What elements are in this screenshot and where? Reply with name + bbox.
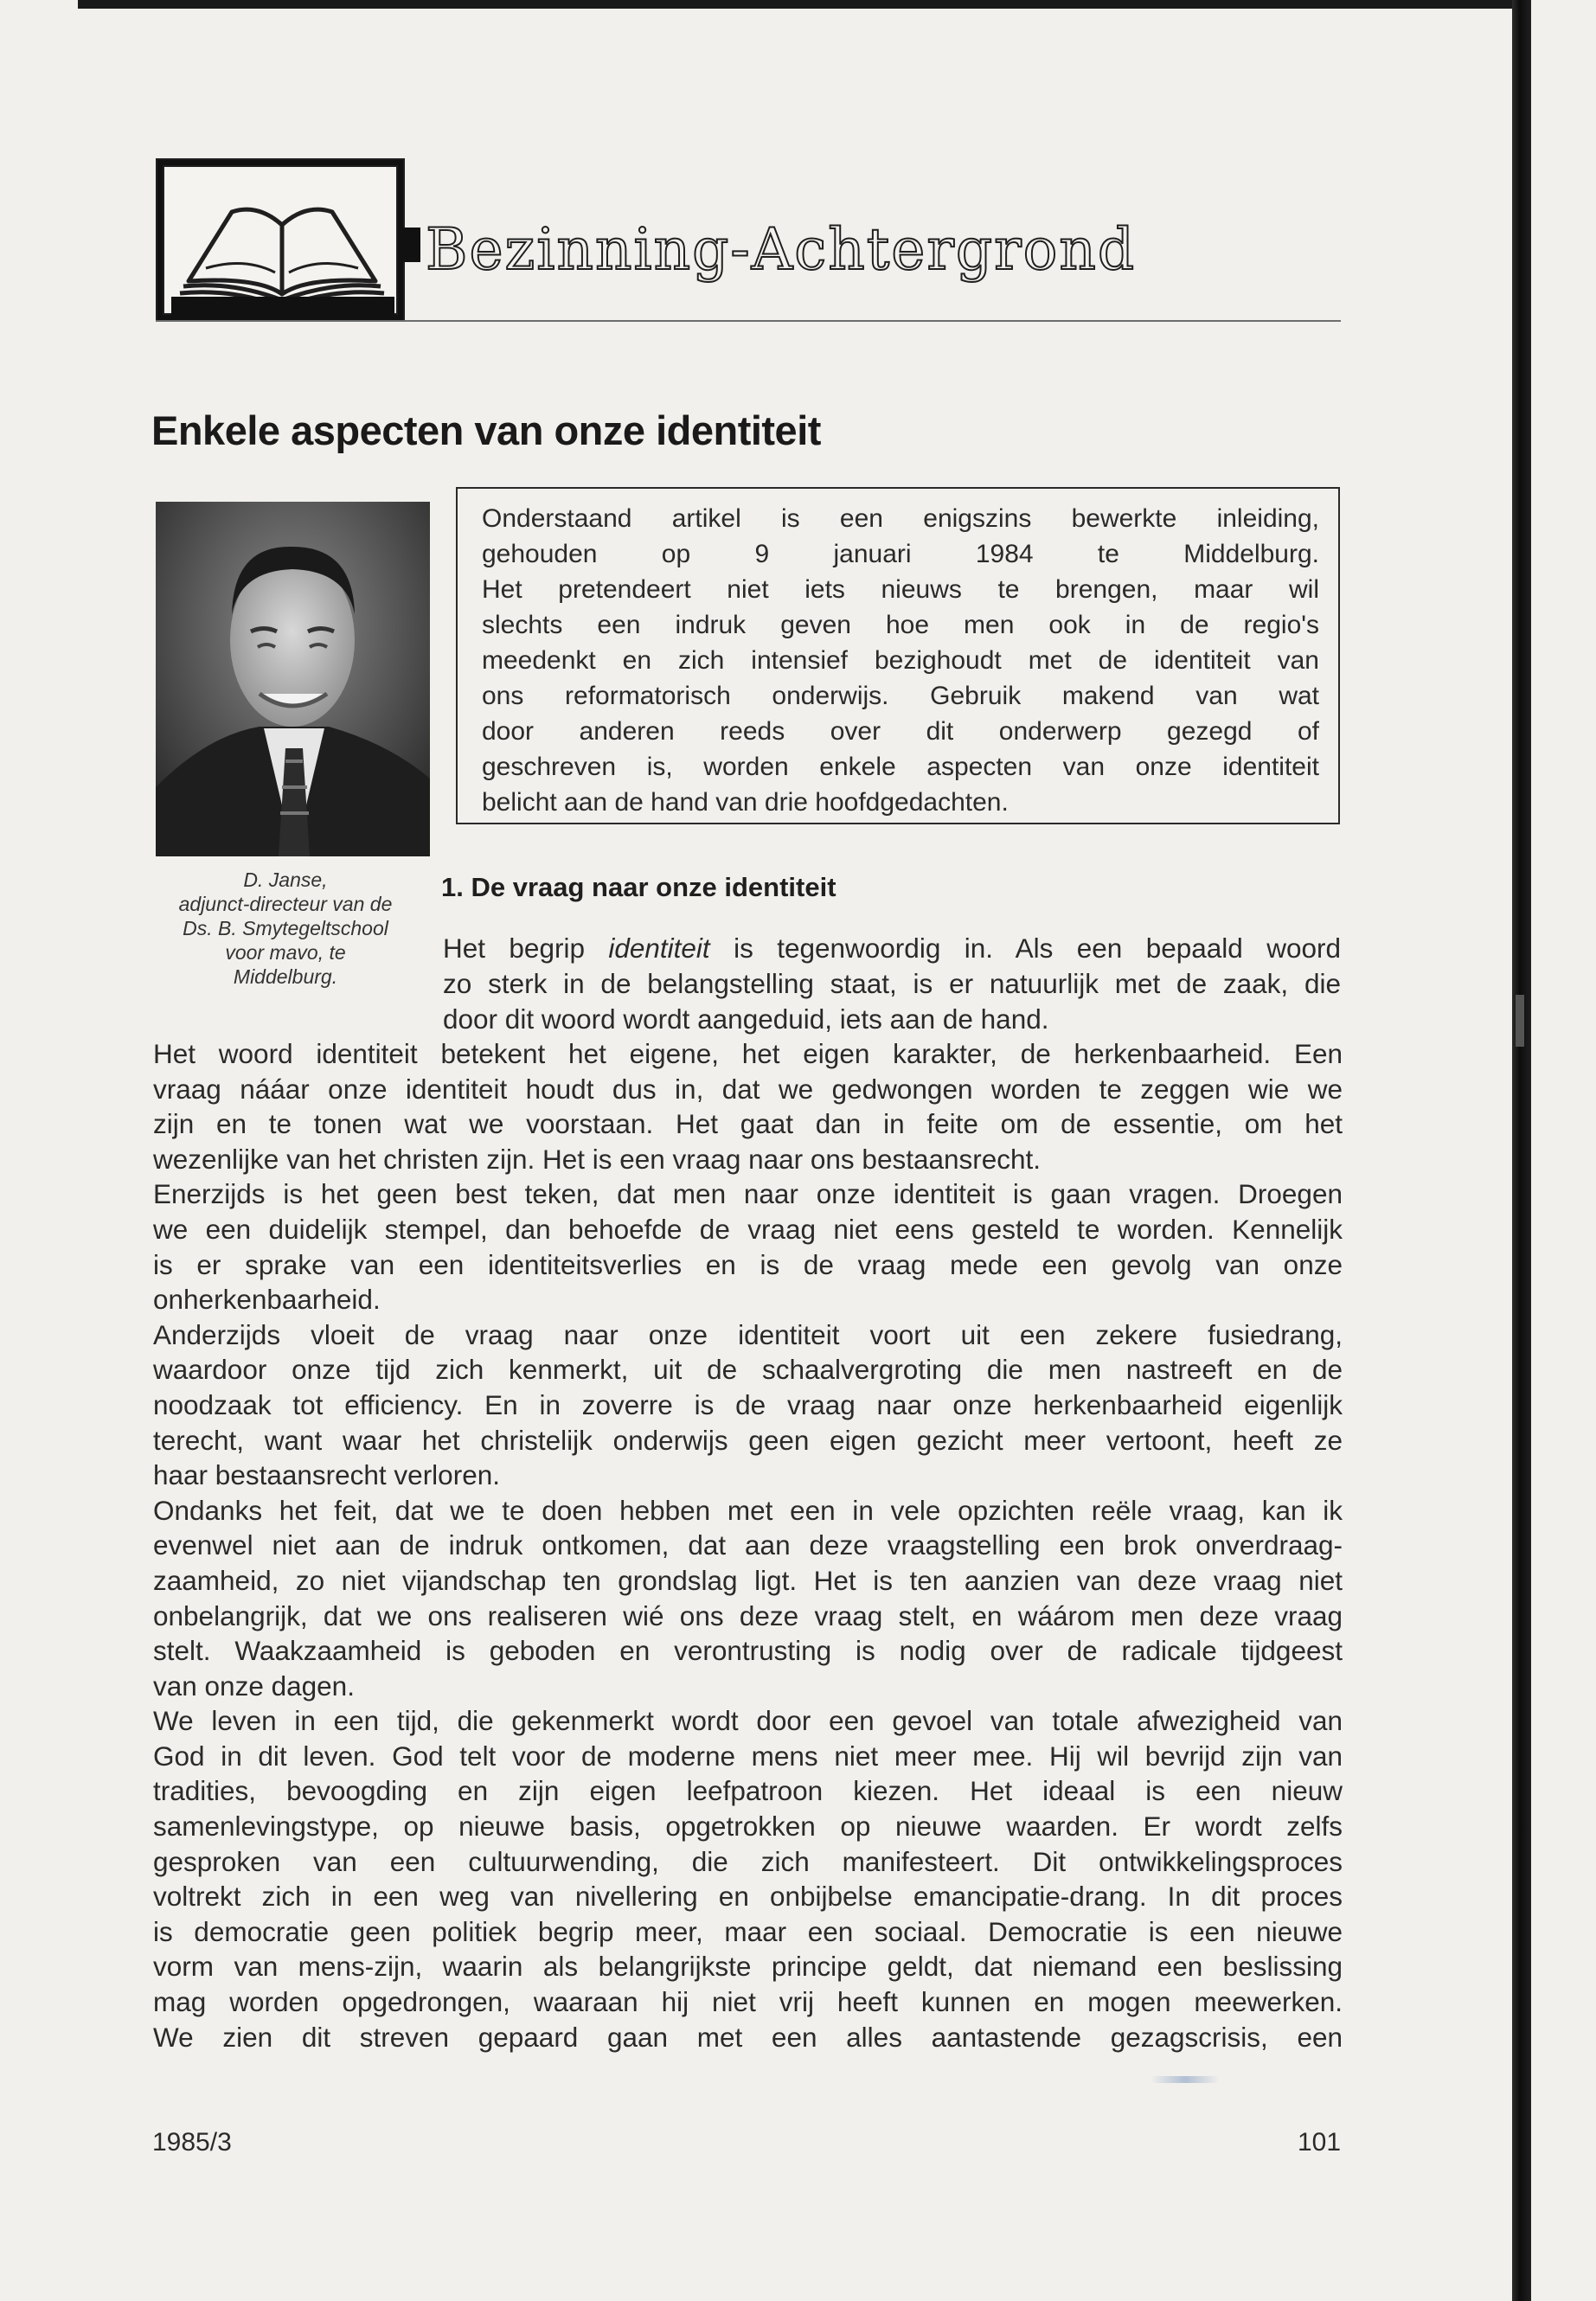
lead-text: is tegenwoordig in. Als een bepaald woord [709,933,1341,964]
body-line: tradities, bevoogding en zijn eigen leefpatroon kiezen. Het ideaal is een nieuw [153,1775,1343,1807]
lead-text: Het begrip [443,933,609,964]
page-number: 101 [1298,2128,1342,2157]
emphasized-term: identiteit [608,933,710,964]
lead-text: zo sterk in de belangstelling staat, is er natuurlijk met de zaak, die [443,968,1341,999]
scan-edge-right [1512,0,1531,2301]
open-book-drawing [171,177,396,316]
intro-line: Het pretendeert niet iets nieuws te brengen, maar wil [482,575,1319,604]
body-line: is democratie geen politiek begrip meer, maar een sociaal. Democratie is een nieuwe [153,1915,1343,1947]
body-line: mag worden opgedrongen, waaraan hij niet vrij heeft kunnen en mogen meewerken. [153,1986,1343,2018]
lead-line [443,931,1341,966]
body-line: is er sprake van een identiteitsverlies en is de vraag mede een gevolg van onze [153,1248,1343,1280]
scan-edge-mark [1516,995,1524,1047]
header-rule [156,320,1341,322]
body-line: wezenlijke van het christen zijn. Het is een vraag naar ons bestaansrecht. [153,1143,1042,1175]
body-line: stelt. Waakzaamheid is geboden en verontrusting is nodig over de radicale tijdgeest [153,1635,1343,1667]
body-line: noodzaak tot efficiency. En in zoverre is de vraag naar onze herkenbaarheid eigenlijk [153,1388,1343,1420]
lead-line [443,966,1341,1002]
open-book-icon [156,158,405,322]
intro-line: door anderen reeds over dit onderwerp gezegd of [482,717,1319,746]
body-line: voltrekt zich in een weg van nivellering en onbijbelse emancipatie-drang. In dit proces [153,1881,1343,1913]
body-line: van onze dagen. [153,1670,355,1702]
intro-line: ons reformatorisch onderwijs. Gebruik makend van wat [482,682,1319,710]
body-line: Enerzijds is het geen best teken, dat men naar onze identiteit is gaan vragen. Droegen [153,1178,1343,1210]
body-line: We leven in een tijd, die gekenmerkt wordt door een gevoel van totale afwezigheid van [153,1705,1343,1737]
body-line: zaamheid, zo niet vijandschap ten grondslag ligt. Het is ten aanzien van deze vraag niet [153,1564,1343,1596]
body-line: Ondanks het feit, dat we te doen hebben met een in vele opzichten reële vraag, kan ik [153,1494,1343,1526]
lead-paragraph [443,931,1341,1037]
article-title: Enkele aspecten van onze identiteit [151,407,821,453]
body-line: haar bestaansrecht verloren. [153,1459,500,1491]
body-line: vraag nááar onze identiteit houdt dus in, dat we gedwongen worden te zeggen wie we [153,1073,1343,1105]
scan-smudge [1151,2076,1220,2083]
article-body [153,1036,1343,2054]
caption-line: Middelburg. [233,965,338,988]
header-ribbon [401,228,420,262]
caption-line: Ds. B. Smytegeltschool [183,917,388,939]
body-line: vorm van mens-zijn, waarin als belangrijkste principe geldt, dat niemand een beslissing [153,1951,1343,1983]
body-line: waardoor onze tijd zich kenmerkt, uit de schaalvergroting die men nastreeft en de [153,1354,1343,1386]
body-line: evenwel niet aan de indruk ontkomen, dat aan deze vraagstelling een brok onverdraag- [153,1529,1343,1561]
body-line: samenlevingstype, op nieuwe basis, opgetrokken op nieuwe waarden. Er wordt zelfs [153,1811,1343,1843]
intro-box [456,487,1340,824]
scan-edge-top [78,0,1514,9]
section-title: Bezinning-Achtergrond [426,216,1137,283]
body-line: Het woord identiteit betekent het eigene, het eigen karakter, de herkenbaarheid. Een [153,1038,1343,1069]
body-line: God in dit leven. God telt voor de moderne mens niet meer mee. Hij wil bevrijd zijn van [153,1740,1343,1772]
body-line: We zien dit streven gepaard gaan met een alles aantastende gezagscrisis, een [153,2021,1343,2053]
body-line: we een duidelijk stempel, dan behoefde de vraag niet eens gesteld te worden. Kennelijk [153,1213,1343,1245]
intro-line: Onderstaand artikel is een enigszins bewerkte inleiding, [482,504,1319,533]
author-portrait-photo [156,502,430,856]
body-line: terecht, want waar het christelijk onderwijs geen eigen gezicht meer vertoont, heeft ze [153,1424,1343,1456]
body-line: Anderzijds vloeit de vraag naar onze identiteit voort uit een zekere fusiedrang, [153,1318,1343,1350]
caption-line: voor mavo, te [225,941,346,964]
intro-line: belicht aan de hand van drie hoofdgedachten. [482,788,1009,817]
body-line: onherkenbaarheid. [153,1284,381,1316]
intro-line: meedenkt en zich intensief bezighoudt met de identiteit van [482,646,1319,675]
author-caption [147,868,424,989]
lead-line [443,1002,1341,1037]
portrait-drawing [156,502,430,856]
issue-number: 1985/3 [152,2128,232,2157]
caption-line: adjunct-directeur van de [178,893,393,915]
body-line: onbelangrijk, dat we ons realiseren wié ons deze vraag stelt, en wáárom men deze vraag [153,1599,1343,1631]
intro-line: gehouden op 9 januari 1984 te Middelburg. [482,540,1319,568]
intro-line: geschreven is, worden enkele aspecten van onze identiteit [482,753,1319,781]
lead-text: door dit woord wordt aangeduid, iets aan de hand. [443,1003,1049,1035]
body-line: zijn en te tonen wat we voorstaan. Het gaat dan in feite om de essentie, om het [153,1108,1343,1140]
intro-line: slechts een indruk geven hoe men ook in de regio's [482,611,1319,639]
body-line: gesproken van een cultuurwending, die zich manifesteert. Dit ontwikkelingsproces [153,1845,1343,1877]
section-subheading: 1. De vraag naar onze identiteit [441,872,836,902]
caption-line: D. Janse, [243,868,328,891]
